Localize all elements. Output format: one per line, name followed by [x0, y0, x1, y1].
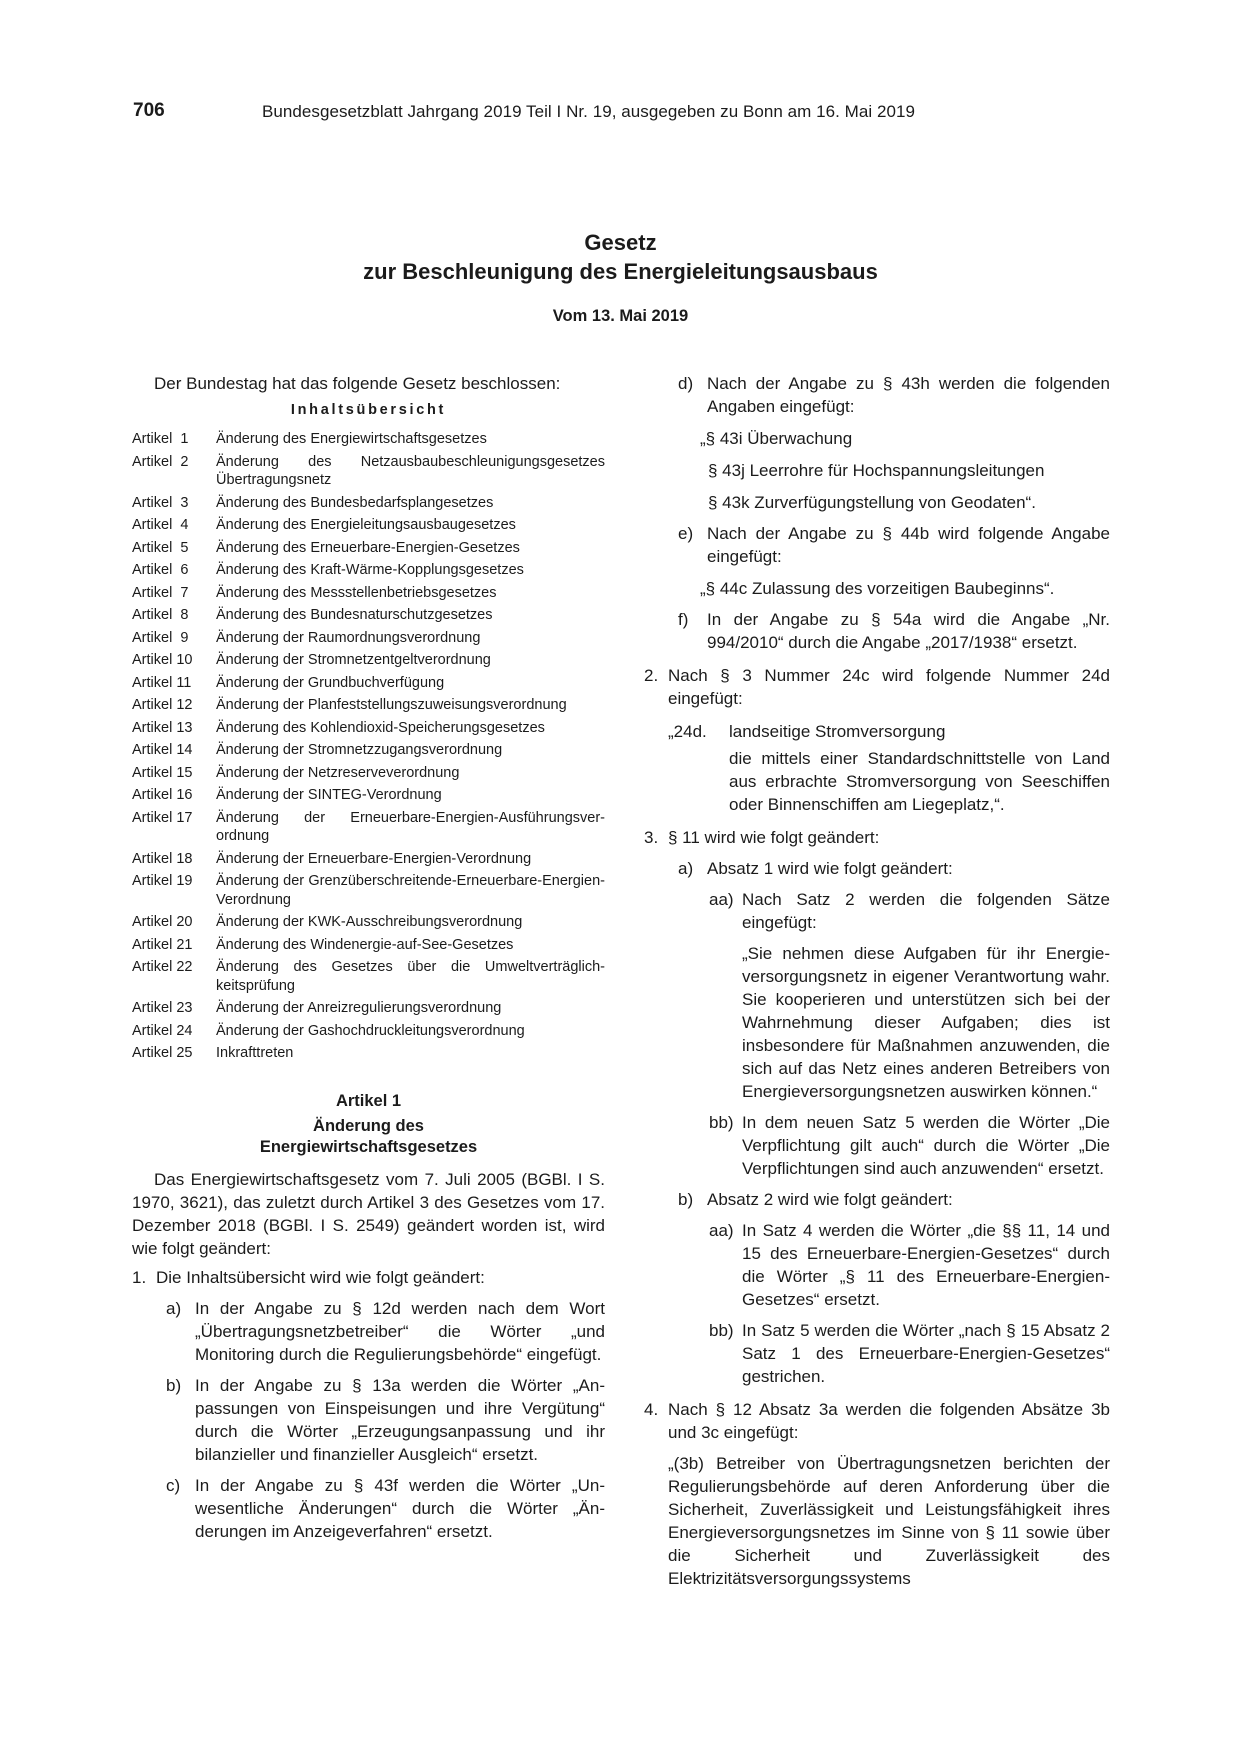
item-text: Die Inhaltsübersicht wird wie folgt geändert:	[156, 1267, 485, 1287]
table-of-contents	[132, 430, 605, 1063]
item-text: In dem neuen Satz 5 werden die Wörter „Die Verpflichtung gilt auch“ durch die Wörter „Die Verpflichtungen sind auch anzuwenden“ ersetzt.	[742, 1113, 1110, 1178]
list-item	[709, 888, 1110, 934]
list-item	[166, 1297, 605, 1366]
toc-article-number: Artikel 15	[132, 764, 193, 781]
toc-article-number: Artikel 21	[132, 936, 193, 953]
toc-entry	[132, 561, 605, 580]
item-text: In der Angabe zu § 13a werden die Wörter „Anpassungen von Einspeisungen und ihre Vergütung“ durch die Wörter „Erzeugungsanpassung und ihr bilanzieller und finanzieller Ausgleich“ ersetzt.	[195, 1375, 605, 1464]
toc-entry	[132, 1022, 605, 1041]
toc-article-title: Änderung des Gesetzes über die Umweltverträglichkeitsprüfung	[216, 959, 605, 994]
toc-entry	[132, 764, 605, 783]
running-head: Bundesgesetzblatt Jahrgang 2019 Teil I Nr. 19, ausgegeben zu Bonn am 16. Mai 2019	[262, 102, 916, 121]
toc-article-title: Änderung des Bundesbedarfsplangesetzes	[216, 494, 494, 511]
toc-article-number: Artikel 8	[132, 607, 189, 623]
item-text: In der Angabe zu § 43f werden die Wörter „Unwesentliche Änderungen“ durch die Wörter „Änderungen im Anzeigeverfahren“ ersetzt.	[195, 1475, 605, 1541]
item-marker: a)	[166, 1298, 182, 1318]
toc-article-number: Artikel 24	[132, 1022, 193, 1039]
page-header	[0, 100, 1241, 126]
toc-entry	[132, 584, 605, 603]
toc-article-title: Änderung des Energieleitungsausbaugesetzes	[216, 517, 516, 533]
toc-article-number: Artikel 1	[132, 431, 189, 447]
toc-entry	[132, 494, 605, 513]
toc-entry	[132, 516, 605, 535]
inserted-text: „§ 43i Überwachung	[700, 429, 853, 448]
toc-entry	[132, 1044, 605, 1063]
toc-article-title: Änderung der Anreizregulierungsverordnung	[216, 1000, 502, 1016]
law-title	[0, 228, 1241, 286]
toc-heading: Inhaltsübersicht	[290, 402, 447, 418]
toc-article-number: Artikel 12	[132, 697, 193, 713]
list-item	[709, 1319, 1110, 1388]
toc-article-number: Artikel 14	[132, 742, 193, 758]
item-marker: a)	[678, 859, 694, 878]
item-marker: d)	[678, 374, 694, 393]
item-marker: 2.	[644, 666, 659, 685]
item-text: In der Angabe zu § 54a wird die Angabe „Nr. 994/2010“ durch die Angabe „2017/1938“ ersetzt.	[707, 610, 1110, 652]
toc-article-title: Änderung des Windenergie-auf-See-Gesetzes	[216, 936, 514, 953]
page-number: 706	[133, 100, 165, 121]
inserted-text: § 43k Zurverfügungstellung von Geodaten“.	[708, 493, 1036, 512]
toc-article-number: Artikel 22	[132, 959, 193, 975]
inserted-text: „(3b) Betreiber von Übertragungsnetzen berichten der Regulierungsbehörde auf deren Anforderung über die Sicherheit, Zuverlässigkeit und Leistungsfähigkeit ihres Energieversorgungsnetzes im Sinne von § 11 sowie über die Sicherheit und Zuverlässigkeit des Elektrizitätsversorgungssystems	[668, 1454, 1110, 1588]
item-marker: e)	[678, 524, 694, 543]
toc-article-title: Änderung des Erneuerbare-Energien-Gesetzes	[216, 539, 520, 556]
item-marker: b)	[166, 1375, 182, 1395]
toc-article-title: Inkrafttreten	[216, 1045, 294, 1061]
definition-body: die mittels einer Standardschnittstelle von Land aus erbrachte Stromversorgung von Seeschiffen oder Binnenschiffen am Liegeplatz,“.	[729, 749, 1110, 814]
item-marker: aa)	[709, 890, 734, 909]
toc-article-title: Änderung der Erneuerbare-Energien-Ausführungsverordnung	[216, 809, 605, 844]
toc-article-title: Änderung des Kraft-Wärme-Kopplungsgesetzes	[216, 562, 524, 578]
list-item	[644, 664, 1110, 710]
toc-entry	[132, 872, 605, 909]
toc-entry	[132, 629, 605, 648]
toc-entry	[132, 936, 605, 955]
toc-entry	[132, 786, 605, 805]
toc-article-number: Artikel 19	[132, 873, 193, 889]
list-item	[132, 1266, 605, 1289]
list-item	[166, 1474, 605, 1543]
toc-article-title: Änderung der Netzreserveverordnung	[216, 764, 460, 781]
toc-article-number: Artikel 20	[132, 914, 193, 930]
inserted-text: § 43j Leerrohre für Hochspannungsleitungen	[708, 461, 1045, 480]
toc-entry	[132, 606, 605, 625]
article-1-heading	[132, 1091, 605, 1158]
item-marker: 4.	[644, 1400, 659, 1419]
item-marker: f)	[678, 610, 689, 629]
toc-entry	[132, 741, 605, 760]
toc-entry	[132, 539, 605, 558]
definition-head	[668, 720, 1110, 743]
item-marker: 3.	[644, 828, 659, 847]
article-1-body: Das Energiewirtschaftsgesetz vom 7. Juli 2005 (BGBl. I S. 1970, 3621), das zuletzt durch Artikel 3 des Gesetzes vom 17. Dezember 2018 (BGBl. I S. 2549) geändert worden ist, wird wie folgt geändert:	[132, 1169, 605, 1258]
toc-entry	[132, 999, 605, 1018]
toc-entry	[132, 850, 605, 869]
list-item	[678, 372, 1110, 418]
left-column	[132, 372, 605, 1543]
list-item	[644, 1398, 1110, 1444]
item-marker: c)	[166, 1475, 181, 1495]
toc-entry	[132, 719, 605, 738]
article-title-line-2: Energiewirtschaftsgesetzes	[259, 1137, 478, 1156]
toc-entry	[132, 674, 605, 693]
list-item	[709, 1111, 1110, 1180]
list-item	[678, 1188, 1110, 1211]
list-item	[678, 857, 1110, 880]
toc-entry	[132, 651, 605, 670]
toc-article-title: Änderung der Erneuerbare-Energien-Verordnung	[216, 850, 532, 867]
toc-entry	[132, 809, 605, 846]
toc-article-title: Änderung der SINTEG-Verordnung	[216, 787, 442, 803]
item-text: Nach § 12 Absatz 3a werden die folgenden Absätze 3b und 3c eingefügt:	[668, 1400, 1110, 1442]
toc-article-number: Artikel 16	[132, 787, 193, 803]
definition-term: landseitige Stromversorgung	[729, 722, 946, 741]
toc-article-number: Artikel 4	[132, 517, 189, 533]
toc-article-title: Änderung des Netzausbaubeschleunigungsgesetzes Übertragungsnetz	[216, 453, 605, 488]
toc-article-title: Änderung der Stromnetzzugangsverordnung	[216, 742, 503, 758]
toc-article-title: Änderung der Stromnetzentgeltverordnung	[216, 652, 491, 668]
title-line-2: zur Beschleunigung des Energieleitungsausbaus	[363, 259, 878, 284]
toc-article-number: Artikel 13	[132, 719, 193, 736]
item-text: In Satz 4 werden die Wörter „die §§ 11, 14 und 15 des Erneuerbare-Energien-Gesetzes“ durch die Wörter „§ 11 des Erneuerbare-Energien-Gesetzes“ ersetzt.	[742, 1221, 1110, 1309]
toc-article-number: Artikel 9	[132, 629, 189, 646]
toc-article-title: Änderung des Bundesnaturschutzgesetzes	[216, 607, 493, 623]
item-text: Absatz 1 wird wie folgt geändert:	[707, 859, 953, 878]
title-line-1: Gesetz	[584, 230, 657, 255]
toc-entry	[132, 430, 605, 449]
toc-article-number: Artikel 6	[132, 562, 189, 578]
toc-article-number: Artikel 11	[132, 674, 192, 691]
toc-entry	[132, 958, 605, 995]
toc-article-number: Artikel 23	[132, 1000, 193, 1016]
inserted-text: „§ 44c Zulassung des vorzeitigen Baubeginns“.	[700, 579, 1055, 598]
toc-entry	[132, 453, 605, 490]
article-title-line-1: Änderung des	[313, 1116, 424, 1135]
law-date: Vom 13. Mai 2019	[552, 307, 689, 325]
item-text: Nach der Angabe zu § 43h werden die folgenden Angaben eingefügt:	[707, 374, 1110, 416]
list-item	[709, 1219, 1110, 1311]
toc-article-number: Artikel 3	[132, 494, 189, 511]
item-marker: aa)	[709, 1221, 734, 1240]
toc-article-number: Artikel 5	[132, 539, 189, 556]
item-text: Nach Satz 2 werden die folgenden Sätze eingefügt:	[742, 890, 1110, 932]
right-column	[644, 372, 1110, 1590]
toc-article-title: Änderung der Planfeststellungszuweisungsverordnung	[216, 697, 567, 713]
toc-entry	[132, 913, 605, 932]
item-text: Nach § 3 Nummer 24c wird folgende Nummer 24d eingefügt:	[668, 666, 1110, 708]
enactment-clause: Der Bundestag hat das folgende Gesetz beschlossen:	[154, 374, 561, 393]
toc-article-title: Änderung des Kohlendioxid-Speicherungsgesetzes	[216, 719, 545, 736]
article-number: Artikel 1	[335, 1091, 402, 1110]
definition-number: „24d.	[668, 722, 707, 741]
toc-article-title: Änderung der Raumordnungsverordnung	[216, 629, 481, 646]
item-marker: 1.	[132, 1267, 147, 1287]
list-item	[644, 826, 1110, 849]
item-marker: bb)	[709, 1113, 734, 1132]
toc-article-title: Änderung der Gashochdruckleitungsverordnung	[216, 1022, 525, 1039]
toc-article-title: Änderung des Energiewirtschaftsgesetzes	[216, 431, 487, 447]
toc-article-title: Änderung der Grundbuchverfügung	[216, 674, 445, 691]
list-item	[678, 608, 1110, 654]
toc-article-number: Artikel 7	[132, 584, 189, 601]
inserted-text: „Sie nehmen diese Aufgaben für ihr Energieversorgungsnetz in eigener Verantwortung wahr. Sie kooperieren und unterstützen sich bei der Wahrnehmung dieser Aufgaben; dies ist insbesondere für Maßnahmen anzuwenden, die sich auf das Netz eines anderen Betreibers von Energieversorgungsnetzen auswirken können.“	[742, 944, 1110, 1101]
toc-article-number: Artikel 10	[132, 652, 193, 668]
toc-entry	[132, 696, 605, 715]
toc-article-number: Artikel 25	[132, 1045, 193, 1061]
item-text: Absatz 2 wird wie folgt geändert:	[707, 1190, 953, 1209]
item-marker: b)	[678, 1190, 694, 1209]
toc-article-number: Artikel 17	[132, 809, 193, 826]
list-item	[166, 1374, 605, 1466]
toc-article-number: Artikel 18	[132, 850, 193, 867]
item-text: Nach der Angabe zu § 44b wird folgende Angabe eingefügt:	[707, 524, 1110, 566]
toc-article-title: Änderung der KWK-Ausschreibungsverordnung	[216, 914, 523, 930]
toc-article-title: Änderung der Grenzüberschreitende-Erneuerbare-Energien-Verordnung	[216, 873, 605, 908]
toc-article-number: Artikel 2	[132, 453, 189, 470]
list-item	[678, 522, 1110, 568]
item-text: In der Angabe zu § 12d werden nach dem Wort „Übertragungsnetzbetreiber“ die Wörter „und Monitoring durch die Regulierungsbehörde“ eingefügt.	[195, 1298, 605, 1364]
toc-article-title: Änderung des Messstellenbetriebsgesetzes	[216, 584, 497, 601]
item-text: § 11 wird wie folgt geändert:	[668, 828, 880, 847]
item-text: In Satz 5 werden die Wörter „nach § 15 Absatz 2 Satz 1 des Erneuerbare-Energien-Gesetzes“ gestrichen.	[742, 1321, 1110, 1386]
item-marker: bb)	[709, 1321, 734, 1340]
